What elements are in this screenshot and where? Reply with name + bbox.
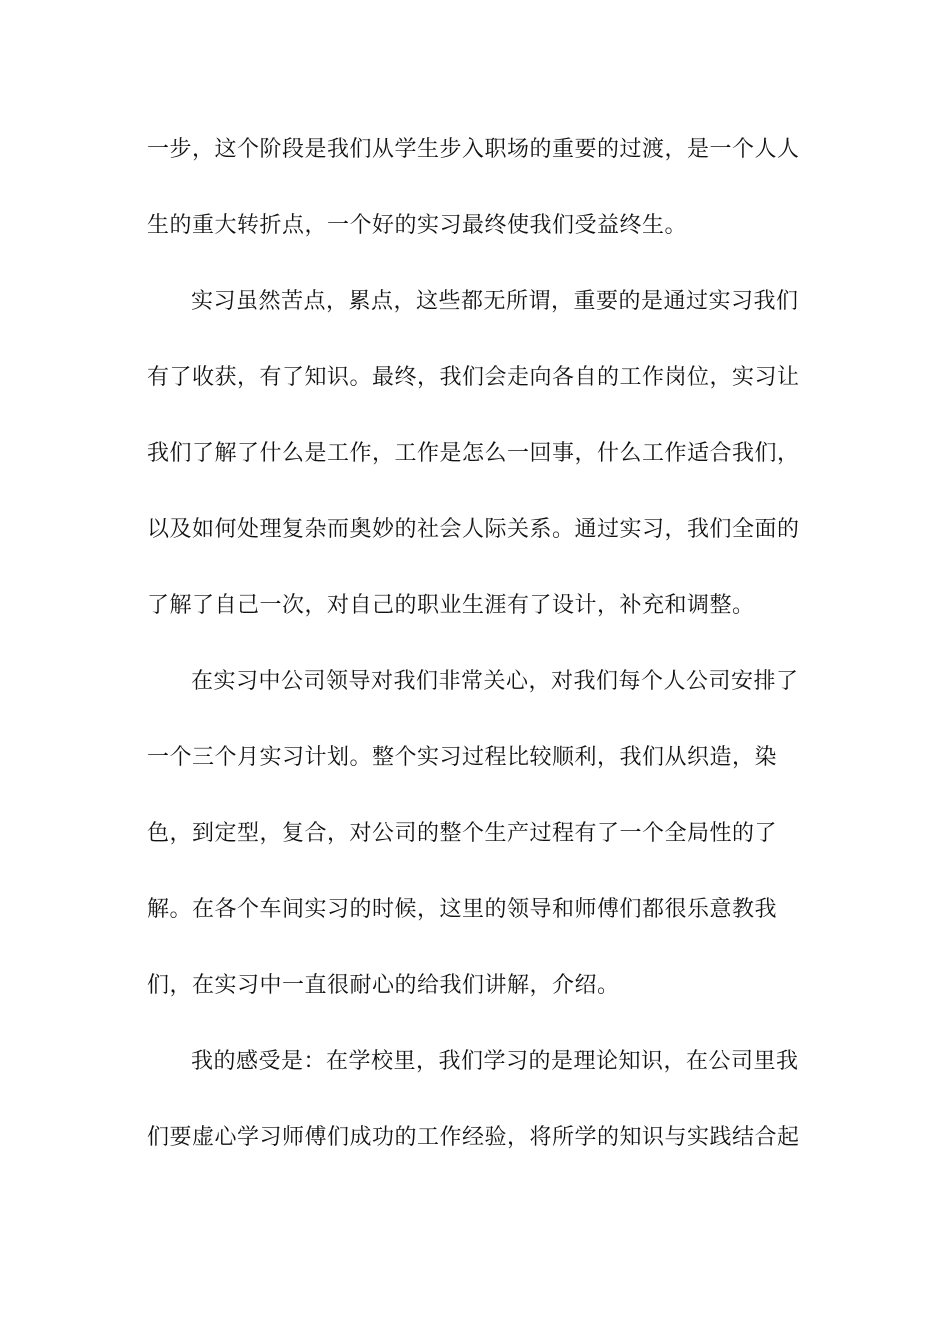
text-line: 色，到定型，复合，对公司的整个生产过程有了一个全局性的了 <box>147 821 778 846</box>
text-line: 们要虚心学习师傅们成功的工作经验，将所学的知识与实践结合起 <box>147 1125 800 1150</box>
paragraph-start-line: 在实习中公司领导对我们非常关心，对我们每个人公司安排了 <box>191 669 799 694</box>
paragraph-start-line: 我的感受是：在学校里，我们学习的是理论知识，在公司里我 <box>191 1049 799 1074</box>
paragraph-start-line: 实习虽然苦点，累点，这些都无所谓，重要的是通过实习我们 <box>191 289 799 314</box>
text-line: 一步，这个阶段是我们从学生步入职场的重要的过渡，是一个人人 <box>147 137 800 162</box>
text-line: 我们了解了什么是工作，工作是怎么一回事，什么工作适合我们， <box>147 441 800 466</box>
text-line: 解。在各个车间实习的时候，这里的领导和师傅们都很乐意教我 <box>147 897 778 922</box>
text-line: 们，在实习中一直很耐心的给我们讲解，介绍。 <box>147 973 620 998</box>
text-line: 一个三个月实习计划。整个实习过程比较顺利，我们从织造，染 <box>147 745 778 770</box>
text-line: 了解了自己一次，对自己的职业生涯有了设计，补充和调整。 <box>147 593 755 618</box>
text-line: 生的重大转折点，一个好的实习最终使我们受益终生。 <box>147 213 688 238</box>
text-line: 有了收获，有了知识。最终，我们会走向各自的工作岗位，实习让 <box>147 365 800 390</box>
text-line: 以及如何处理复杂而奥妙的社会人际关系。通过实习，我们全面的 <box>147 517 800 542</box>
